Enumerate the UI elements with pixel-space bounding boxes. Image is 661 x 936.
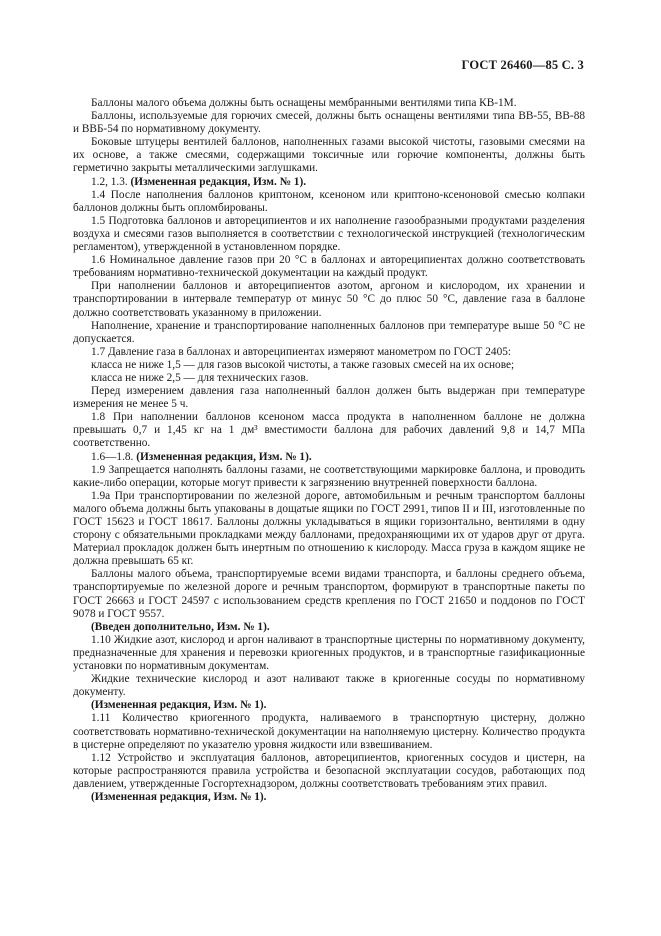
paragraph: 1.10 Жидкие азот, кислород и аргон наливают в транспортные цистерны по нормативному документу, предназначенные для хранения и перевозки криогенных продуктов, и в транспортные газификационные установки по нормативным документам. [73, 633, 585, 673]
paragraph: Баллоны, используемые для горючих смесей, должны быть оснащены вентилями типа ВВ-55, ВВ-88 и ВВБ-54 по нормативному документу. [73, 110, 585, 136]
paragraph: 1.6 Номинальное давление газов при 20 °С в баллонах и автореципиентах должно соответствовать требованиям нормативно-технической документации на каждый продукт. [73, 254, 585, 280]
paragraph: Жидкие технические кислород и азот наливают также в криогенные сосуды по нормативному документу. [73, 673, 585, 699]
page-header: ГОСТ 26460—85 С. 3 [461, 58, 584, 72]
clause-number: 1.6—1.8. [91, 450, 137, 463]
paragraph: Перед измерением давления газа наполненный баллон должен быть выдержан при температуре измерения не менее 5 ч. [73, 385, 585, 411]
paragraph: 1.9 Запрещается наполнять баллоны газами, не соответствующими маркировке баллона, и проводить какие-либо операции, которые могут привести к загрязнению внутренней поверхности баллона. [73, 463, 585, 489]
paragraph: 1.8 При наполнении баллонов ксеноном масса продукта в наполненном баллоне не должна превышать 0,7 и 1,45 кг на 1 дм³ вместимости баллона для рабочих давлений 9,8 и 14,7 МПа соответственно. [73, 411, 585, 450]
amendment-note: (Измененная редакция, Изм. № 1). [136, 450, 312, 463]
paragraph-amendment [73, 176, 585, 189]
paragraph: 1.4 После наполнения баллонов криптоном, ксеноном или криптоно-ксеноновой смесью колпаки баллонов должны быть опломбированы. [73, 188, 585, 214]
paragraph: При наполнении баллонов и автореципиентов азотом, аргоном и кислородом, их хранении и транспортировании в интервале температур от минус 50 °С до плюс 50 °С, давление газа в баллоне должно соответствовать указанному в приложении. [73, 280, 585, 319]
paragraph: 1.9а При транспортировании по железной дороге, автомобильным и речным транспортом баллоны малого объема должны быть упакованы в дощатые ящики по ГОСТ 2991, типов II и III, изготовленные по ГОСТ 15623 и ГОСТ 18617. Баллоны должны укладываться в ящики горизонтально, вентилями в одну сторону с обязательными прокладками между баллонами, предохраняющими их от ударов друг от друга. Материал прокладок должен быть инертным по отношению к кислороду. Масса груза в каждом ящике не должна превышать 65 кг. [73, 489, 585, 568]
paragraph: класса не ниже 1,5 — для газов высокой чистоты, а также газовых смесей на их основе; [91, 358, 515, 371]
paragraph: Баллоны малого объема, транспортируемые всеми видами транспорта, и баллоны среднего объема, транспортируемые по железной дороге и речным транспортом, формируют в транспортные пакеты по ГОСТ 26663 и ГОСТ 24597 с использованием средств крепления по ГОСТ 21650 и поддонов по ГОСТ 9078 и ГОСТ 9557. [73, 568, 585, 620]
amendment-note: (Введен дополнительно, Изм. № 1). [91, 620, 270, 633]
paragraph: Боковые штуцеры вентилей баллонов, наполненных газами высокой чистоты, газовыми смесями на их основе, а также смесями, содержащими токсичные или горючие компоненты, должны быть герметично закрыты металлическими заглушками. [73, 136, 585, 175]
paragraph: Баллоны малого объема должны быть оснащены мембранными вентилями типа КВ-1М. [91, 97, 517, 109]
paragraph-amendment [73, 451, 585, 464]
amendment-note: (Измененная редакция, Изм. № 1). [91, 790, 267, 803]
amendment-note: (Измененная редакция, Изм. № 1). [91, 699, 267, 712]
paragraph: 1.12 Устройство и эксплуатация баллонов, автореципиентов, криогенных сосудов и цистерн, на которые распространяются правила устройства и безопасной эксплуатации сосудов, работающих под давлением, утвержденные Госгортехнадзором, должны соответствовать требованиям этих правил. [73, 751, 585, 790]
paragraph: 1.7 Давление газа в баллонах и автореципиентах измеряют манометром по ГОСТ 2405: [91, 345, 512, 358]
clause-number: 1.2, 1.3. [91, 175, 131, 188]
paragraph: 1.11 Количество криогенного продукта, наливаемого в транспортную цистерну, должно соответствовать нормативно-технической документации на наполняемую цистерну. Количество продукта в цистерне определяют по указателю уровня жидкости или взвешиванием. [73, 712, 585, 751]
paragraph: класса не ниже 2,5 — для технических газов. [91, 371, 309, 384]
paragraph: 1.5 Подготовка баллонов и автореципиентов и их наполнение газообразными продуктами разделения воздуха и смесями газов выполняется в соответствии с технологической инструкцией (технологическим регламентом), утвержденной в установленном порядке. [73, 214, 585, 254]
amendment-note: (Измененная редакция, Изм. № 1). [130, 175, 307, 188]
paragraph: Наполнение, хранение и транспортирование наполненных баллонов при температуре выше 50 °С не допускается. [73, 319, 585, 345]
document-body [73, 97, 585, 804]
